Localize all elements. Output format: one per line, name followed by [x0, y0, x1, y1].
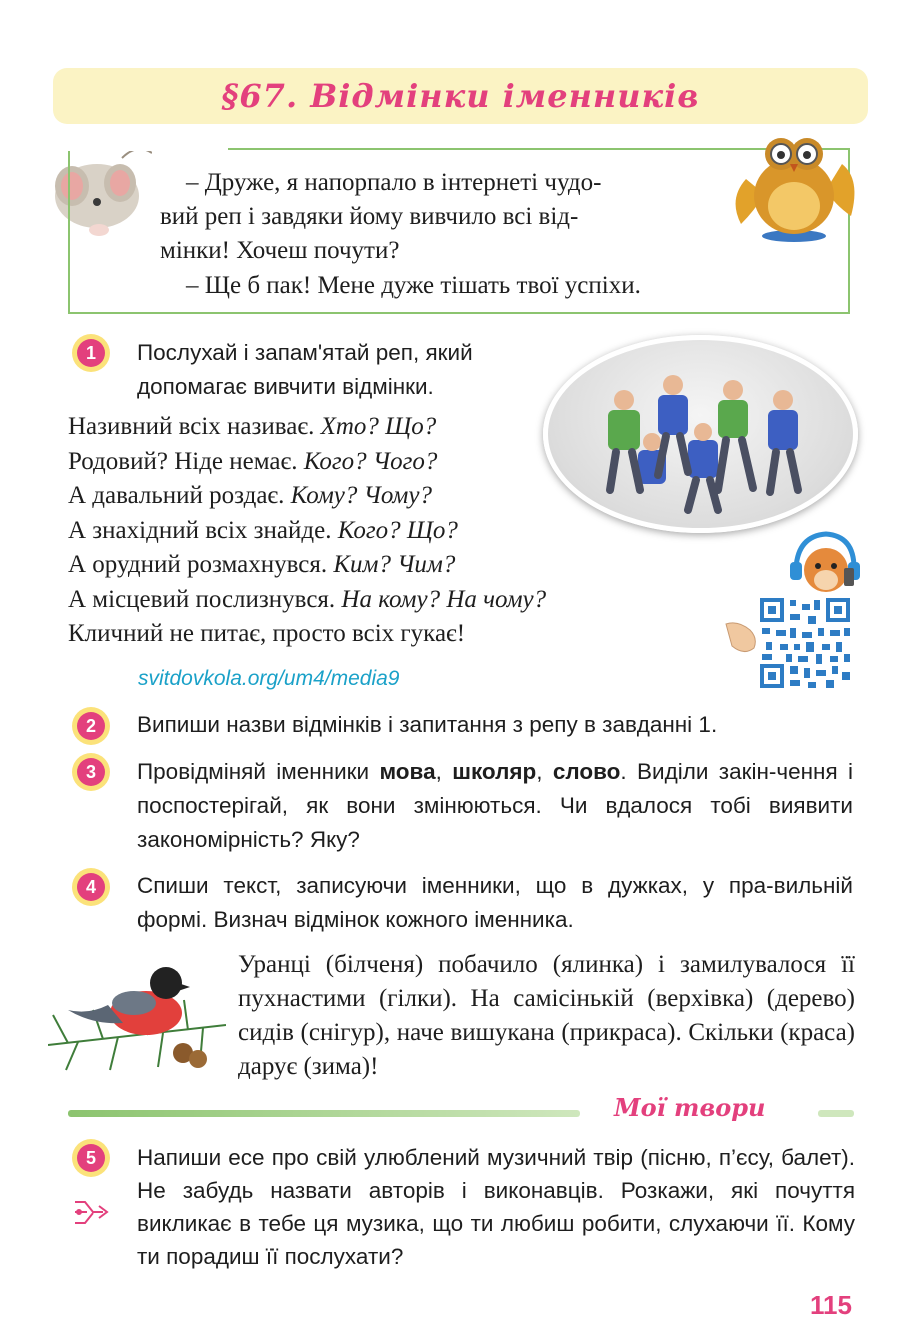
task-5-text: Напиши есе про свій улюблений музичний твір (пісню, п’єсу, балет). Не забудь назвати авторів і виконавців. Розкажи, які почуття викликає в тебе ця музика, що ти любиш робити, слухаючи її. Кому ти порадиш її послухати?	[137, 1145, 855, 1269]
section-divider-right	[818, 1110, 854, 1117]
rap-poem	[68, 410, 546, 652]
bold-word: школяр	[452, 759, 537, 784]
dialog-line: вий реп і завдяки йому вивчило всі від-	[160, 203, 579, 230]
poem-line: А знахідний всіх знайде. Кого? Що?	[68, 516, 458, 544]
task-1-line: Послухай і запам'ятай реп, який	[137, 340, 473, 365]
creative-work-icon	[73, 1196, 113, 1230]
poem-line: Кличний не питає, просто всіх гукає!	[68, 620, 466, 647]
page-number: 115	[810, 1290, 852, 1320]
owl-illustration	[726, 124, 861, 244]
task-1-line: допомагає вивчити відмінки.	[137, 374, 434, 399]
dancers-photo	[543, 335, 858, 533]
qr-code[interactable]	[760, 598, 850, 688]
hand-icon	[724, 616, 758, 656]
poem-line: Родовий? Ніде немає. Кого? Чого?	[68, 447, 438, 475]
poem-line: Називний всіх називає. Хто? Що?	[68, 413, 437, 440]
dialog-line: – Ще б пак! Мене дуже тішать твої успіхи.	[186, 272, 641, 299]
bullfinch-illustration	[48, 955, 226, 1075]
dancers-figures	[548, 340, 853, 528]
poem-line: А орудний розмахнувся. Ким? Чим?	[68, 551, 456, 578]
page-title: §67. Відмінки іменників	[221, 77, 700, 115]
task-number: 5	[77, 1144, 105, 1172]
task-badge	[72, 707, 110, 745]
task-badge	[72, 1139, 110, 1177]
task-badge	[72, 753, 110, 791]
poem-line: А давальний роздає. Кому? Чому?	[68, 482, 432, 509]
task-number: 2	[77, 712, 105, 740]
media-link[interactable]: svitdovkola.org/um4/media9	[138, 667, 400, 690]
task-number: 4	[77, 873, 105, 901]
section-divider-left	[68, 1110, 580, 1117]
task-1-text	[137, 336, 473, 404]
poem-line: А місцевий послизнувся. На кому? На чому?	[68, 585, 547, 613]
title-banner	[53, 68, 868, 124]
bold-word: мова	[379, 759, 436, 784]
task-number: 3	[77, 758, 105, 786]
qr-code-icon	[760, 598, 850, 688]
winter-exercise-text: Уранці (білченя) побачило (ялинка) і замилувалося її пухнастими (гілки). На самісінькій (верхівка) (дерево) сидів (снігур), наче вишукана (прикраса). Скільки (краса) дарує (зима)!	[238, 951, 855, 1080]
task-2-text: Випиши назви відмінків і запитання з репу в завданні 1.	[137, 712, 718, 737]
fox-headphones-illustration	[788, 528, 863, 598]
dialog-line: мінки! Хочеш почути?	[160, 237, 400, 264]
dialog-box-gap	[68, 148, 228, 151]
bold-word: слово	[552, 759, 621, 784]
dialog-line: – Друже, я напорпало в інтернеті чудо-	[186, 169, 602, 196]
task-badge	[72, 334, 110, 372]
section-title: Мої твори	[614, 1093, 766, 1122]
task-badge	[72, 868, 110, 906]
task-4-text: Спиши текст, записуючи іменники, що в дужках, у пра-вильній формі. Визнач відмінок кожного іменника.	[137, 873, 853, 932]
task-number: 1	[77, 339, 105, 367]
task-3-text: Провідміняй іменники мова, школяр, слово. Виділи закін-чення і поспостерігай, як вони змінюються. Чи вдалося тобі виявити закономірність? Яку?	[137, 759, 853, 852]
